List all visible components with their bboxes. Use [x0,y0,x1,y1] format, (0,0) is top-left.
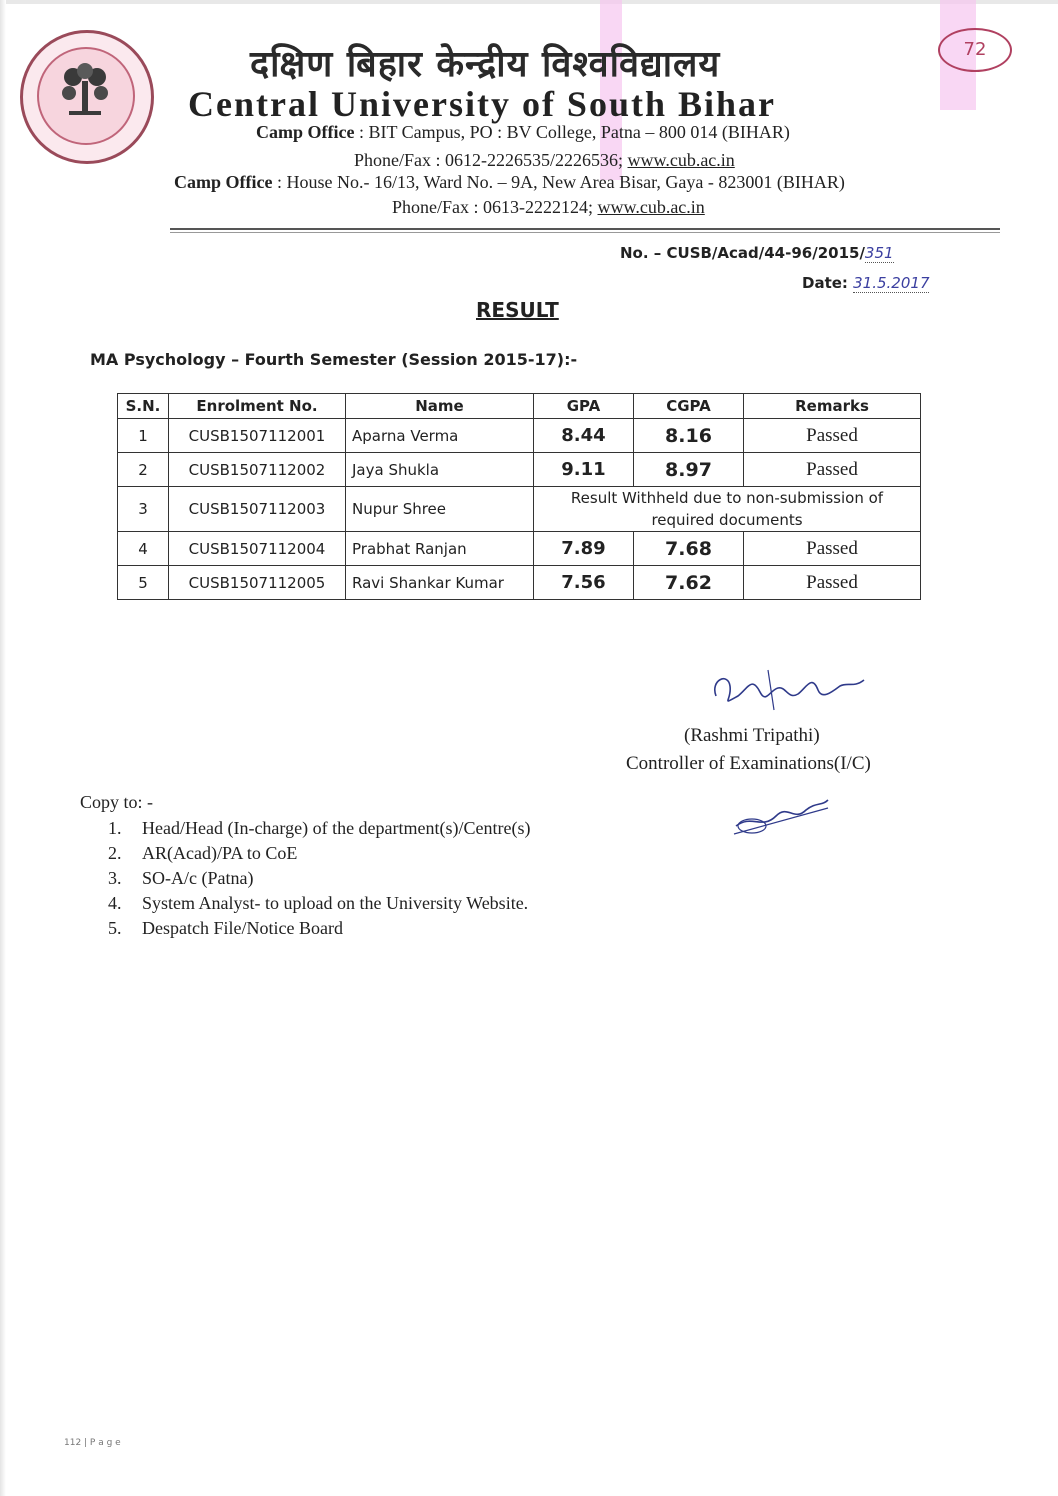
cell-withheld-note: Result Withheld due to non-submission of required documents [534,487,921,532]
camp-office-label: Camp Office [174,172,273,192]
scan-left-edge [0,0,6,1496]
page-footer: 112 | P a g e [64,1438,121,1448]
university-name-english: Central University of South Bihar [188,84,776,124]
cell-enrolment: CUSB1507112003 [169,487,346,532]
list-item [108,818,531,843]
scan-top-edge [0,0,1058,4]
reference-value: 351 [864,244,894,262]
date-value: 31.5.2017 [853,274,930,292]
list-text: System Analyst- to upload on the University Website. [142,893,529,913]
camp-office-2-text: : House No.- 16/13, Ward No. – 9A, New Area Bisar, Gaya - 823001 (BIHAR) [276,172,845,192]
program-title: MA Psychology – Fourth Semester (Session 2015-17):- [90,350,578,369]
cell-cgpa: 7.62 [634,566,744,600]
camp-office-1-address [256,122,790,143]
list-number: 5. [108,918,122,938]
list-item [108,893,531,918]
phone-fax-2: Phone/Fax : 0613-2222124; [392,197,598,217]
cell-gpa: 8.44 [534,419,634,453]
tree-icon [57,61,113,117]
header-sn: S.N. [118,394,169,419]
university-name-hindi: दक्षिण बिहार केन्द्रीय विश्वविद्यालय [250,44,721,85]
table-row [118,566,921,600]
list-text: Despatch File/Notice Board [142,918,343,938]
cell-enrolment: CUSB1507112002 [169,453,346,487]
list-text: AR(Acad)/PA to CoE [142,843,298,863]
cell-sn: 1 [118,419,169,453]
camp-office-1-text: : BIT Campus, PO : BV College, Patna – 800 014 (BIHAR) [358,122,790,142]
header-cgpa: CGPA [634,394,744,419]
document-heading: RESULT [476,298,559,322]
reference-number [620,244,894,262]
header-name: Name [346,394,534,419]
cell-remarks: Passed [744,566,921,600]
header-remarks: Remarks [744,394,921,419]
cell-gpa: 7.89 [534,532,634,566]
cell-sn: 2 [118,453,169,487]
letterhead-divider [170,228,1000,230]
list-item [108,918,531,943]
cell-cgpa: 8.16 [634,419,744,453]
list-item [108,868,531,893]
header-gpa: GPA [534,394,634,419]
cell-name: Ravi Shankar Kumar [346,566,534,600]
signatory-name: (Rashmi Tripathi) [684,725,820,746]
cell-enrolment: CUSB1507112005 [169,566,346,600]
cell-cgpa: 8.97 [634,453,744,487]
cell-sn: 4 [118,532,169,566]
cell-gpa: 7.56 [534,566,634,600]
letterhead-divider-thin [170,232,1000,233]
cell-name: Jaya Shukla [346,453,534,487]
reference-label: No. – CUSB/Acad/44-96/2015/ [620,244,865,262]
cell-name: Nupur Shree [346,487,534,532]
header-enrolment: Enrolment No. [169,394,346,419]
camp-office-1-phone [354,150,735,171]
list-number: 3. [108,868,122,888]
cell-enrolment: CUSB1507112001 [169,419,346,453]
document-date [802,274,929,292]
camp-office-2-address [174,172,845,193]
website-link-1[interactable]: www.cub.ac.in [627,150,735,170]
copy-to-list [108,818,531,943]
signatory-title: Controller of Examinations(I/C) [626,753,871,774]
handwritten-signature [708,666,878,712]
cell-enrolment: CUSB1507112004 [169,532,346,566]
cell-gpa: 9.11 [534,453,634,487]
result-table [117,393,921,600]
cell-cgpa: 7.68 [634,532,744,566]
university-logo [20,30,154,164]
list-text: SO-A/c (Patna) [142,868,254,888]
page-number-mark: 72 [938,28,1012,72]
cell-remarks: Passed [744,532,921,566]
date-label: Date: [802,274,854,292]
table-row [118,487,921,532]
cell-remarks: Passed [744,419,921,453]
list-number: 1. [108,818,122,838]
cell-sn: 5 [118,566,169,600]
camp-office-label: Camp Office [256,122,355,142]
table-row [118,419,921,453]
camp-office-2-phone [392,197,705,218]
list-item [108,843,531,868]
cell-sn: 3 [118,487,169,532]
list-text: Head/Head (In-charge) of the department(s)/Centre(s) [142,818,531,838]
website-link-2[interactable]: www.cub.ac.in [597,197,705,217]
list-number: 2. [108,843,122,863]
table-row [118,532,921,566]
list-number: 4. [108,893,122,913]
phone-fax-1: Phone/Fax : 0612-2226535/2226536; [354,150,628,170]
copy-to-label: Copy to: - [80,792,154,812]
table-header-row [118,394,921,419]
initials-scribble [732,796,832,836]
cell-name: Prabhat Ranjan [346,532,534,566]
cell-name: Aparna Verma [346,419,534,453]
table-row [118,453,921,487]
cell-remarks: Passed [744,453,921,487]
